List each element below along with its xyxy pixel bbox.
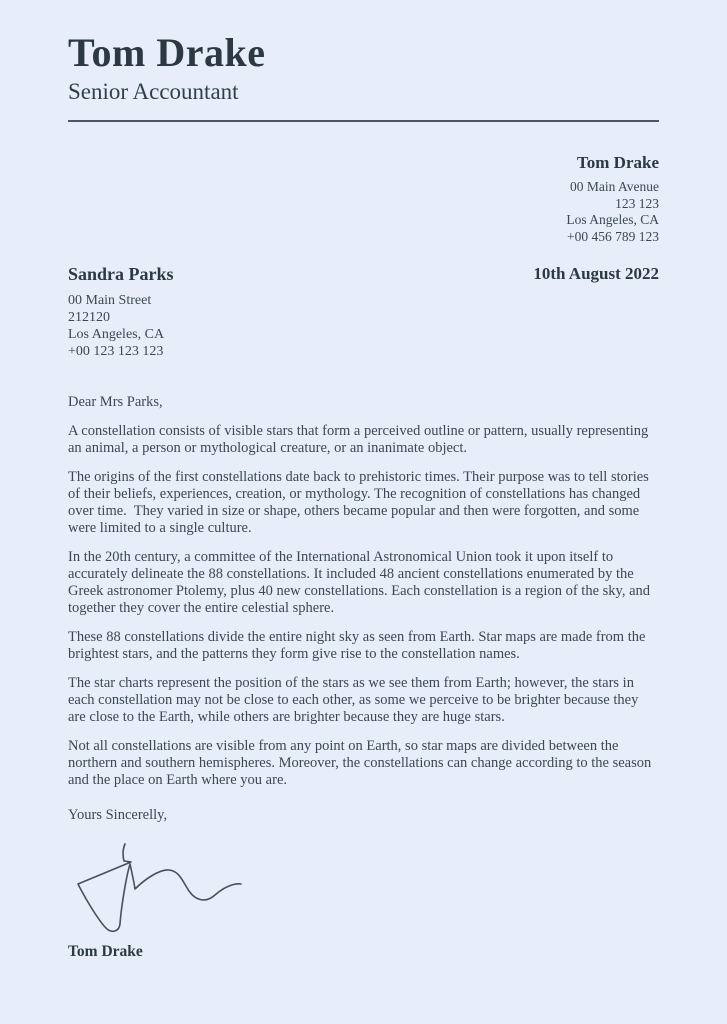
letterhead: [68, 30, 659, 122]
letter-body: [68, 423, 659, 789]
recipient-address-line: 00 Main Street: [68, 292, 152, 308]
recipient-address-line: Los Angeles, CA: [68, 326, 165, 342]
letterhead-job-title: Senior Accountant: [68, 79, 239, 104]
recipient-address-line: 212120: [68, 309, 110, 325]
signature-stroke: [68, 836, 278, 941]
sender-address: [68, 179, 659, 245]
recipient-address: [68, 292, 174, 360]
recipient-name: Sandra Parks: [68, 264, 174, 285]
sender-address-line: 00 Main Avenue: [570, 179, 659, 195]
body-paragraph: Not all constellations are visible from any point on Earth, so star maps are divided between the northern and southern hemispheres. Moreover, the constellations can change according to the season and the place on Earth where you are.: [68, 737, 655, 788]
letter-date: 10th August 2022: [533, 264, 659, 284]
body-paragraph: The star charts represent the position of the stars as we see them from Earth; however, the stars in each constellation may not be close to each other, as some we perceive to be brighter because they are close to the Earth, while others are brighter because they are huge stars.: [68, 674, 642, 725]
letterhead-divider: [68, 120, 659, 122]
sender-address-line: 123 123: [615, 195, 659, 211]
sender-address-line: +00 456 789 123: [567, 228, 659, 244]
salutation: Dear Mrs Parks,: [68, 393, 163, 410]
body-paragraph: A constellation consists of visible stars that form a perceived outline or pattern, usually representing an animal, a person or mythological creature, or an inanimate object.: [68, 422, 652, 456]
body-paragraph: The origins of the first constellations date back to prehistoric times. Their purpose was to tell stories of their beliefs, experiences, creation, or mythology. The recognition of constellations has changed over time. They varied in size or shape, others became popular and then were forgotten, and some were limited to a single culture.: [68, 468, 653, 536]
recipient-block: [68, 264, 174, 360]
signed-name: Tom Drake: [68, 942, 143, 960]
body-paragraph: In the 20th century, a committee of the International Astronomical Union took it upon itself to accurately delineate the 88 constellations. It included 48 ancient constellations enumerated by the Greek astronomer Ptolemy, plus 40 new constellations. Each constellation is a region of the sky, and together they cover the entire celestial sphere.: [68, 548, 654, 616]
recipient-date-row: [68, 264, 659, 360]
sender-address-line: Los Angeles, CA: [566, 212, 659, 228]
closing-phrase: Yours Sincerelly,: [68, 806, 168, 823]
sender-name: Tom Drake: [576, 153, 659, 172]
body-paragraph: These 88 constellations divide the entire night sky as seen from Earth. Star maps are made from the brightest stars, and the patterns they form give rise to the constellation names.: [68, 628, 650, 662]
recipient-address-line: +00 123 123 123: [68, 343, 164, 359]
signature-image: [68, 836, 659, 941]
sender-block: [68, 153, 659, 245]
letterhead-name: Tom Drake: [68, 30, 266, 75]
